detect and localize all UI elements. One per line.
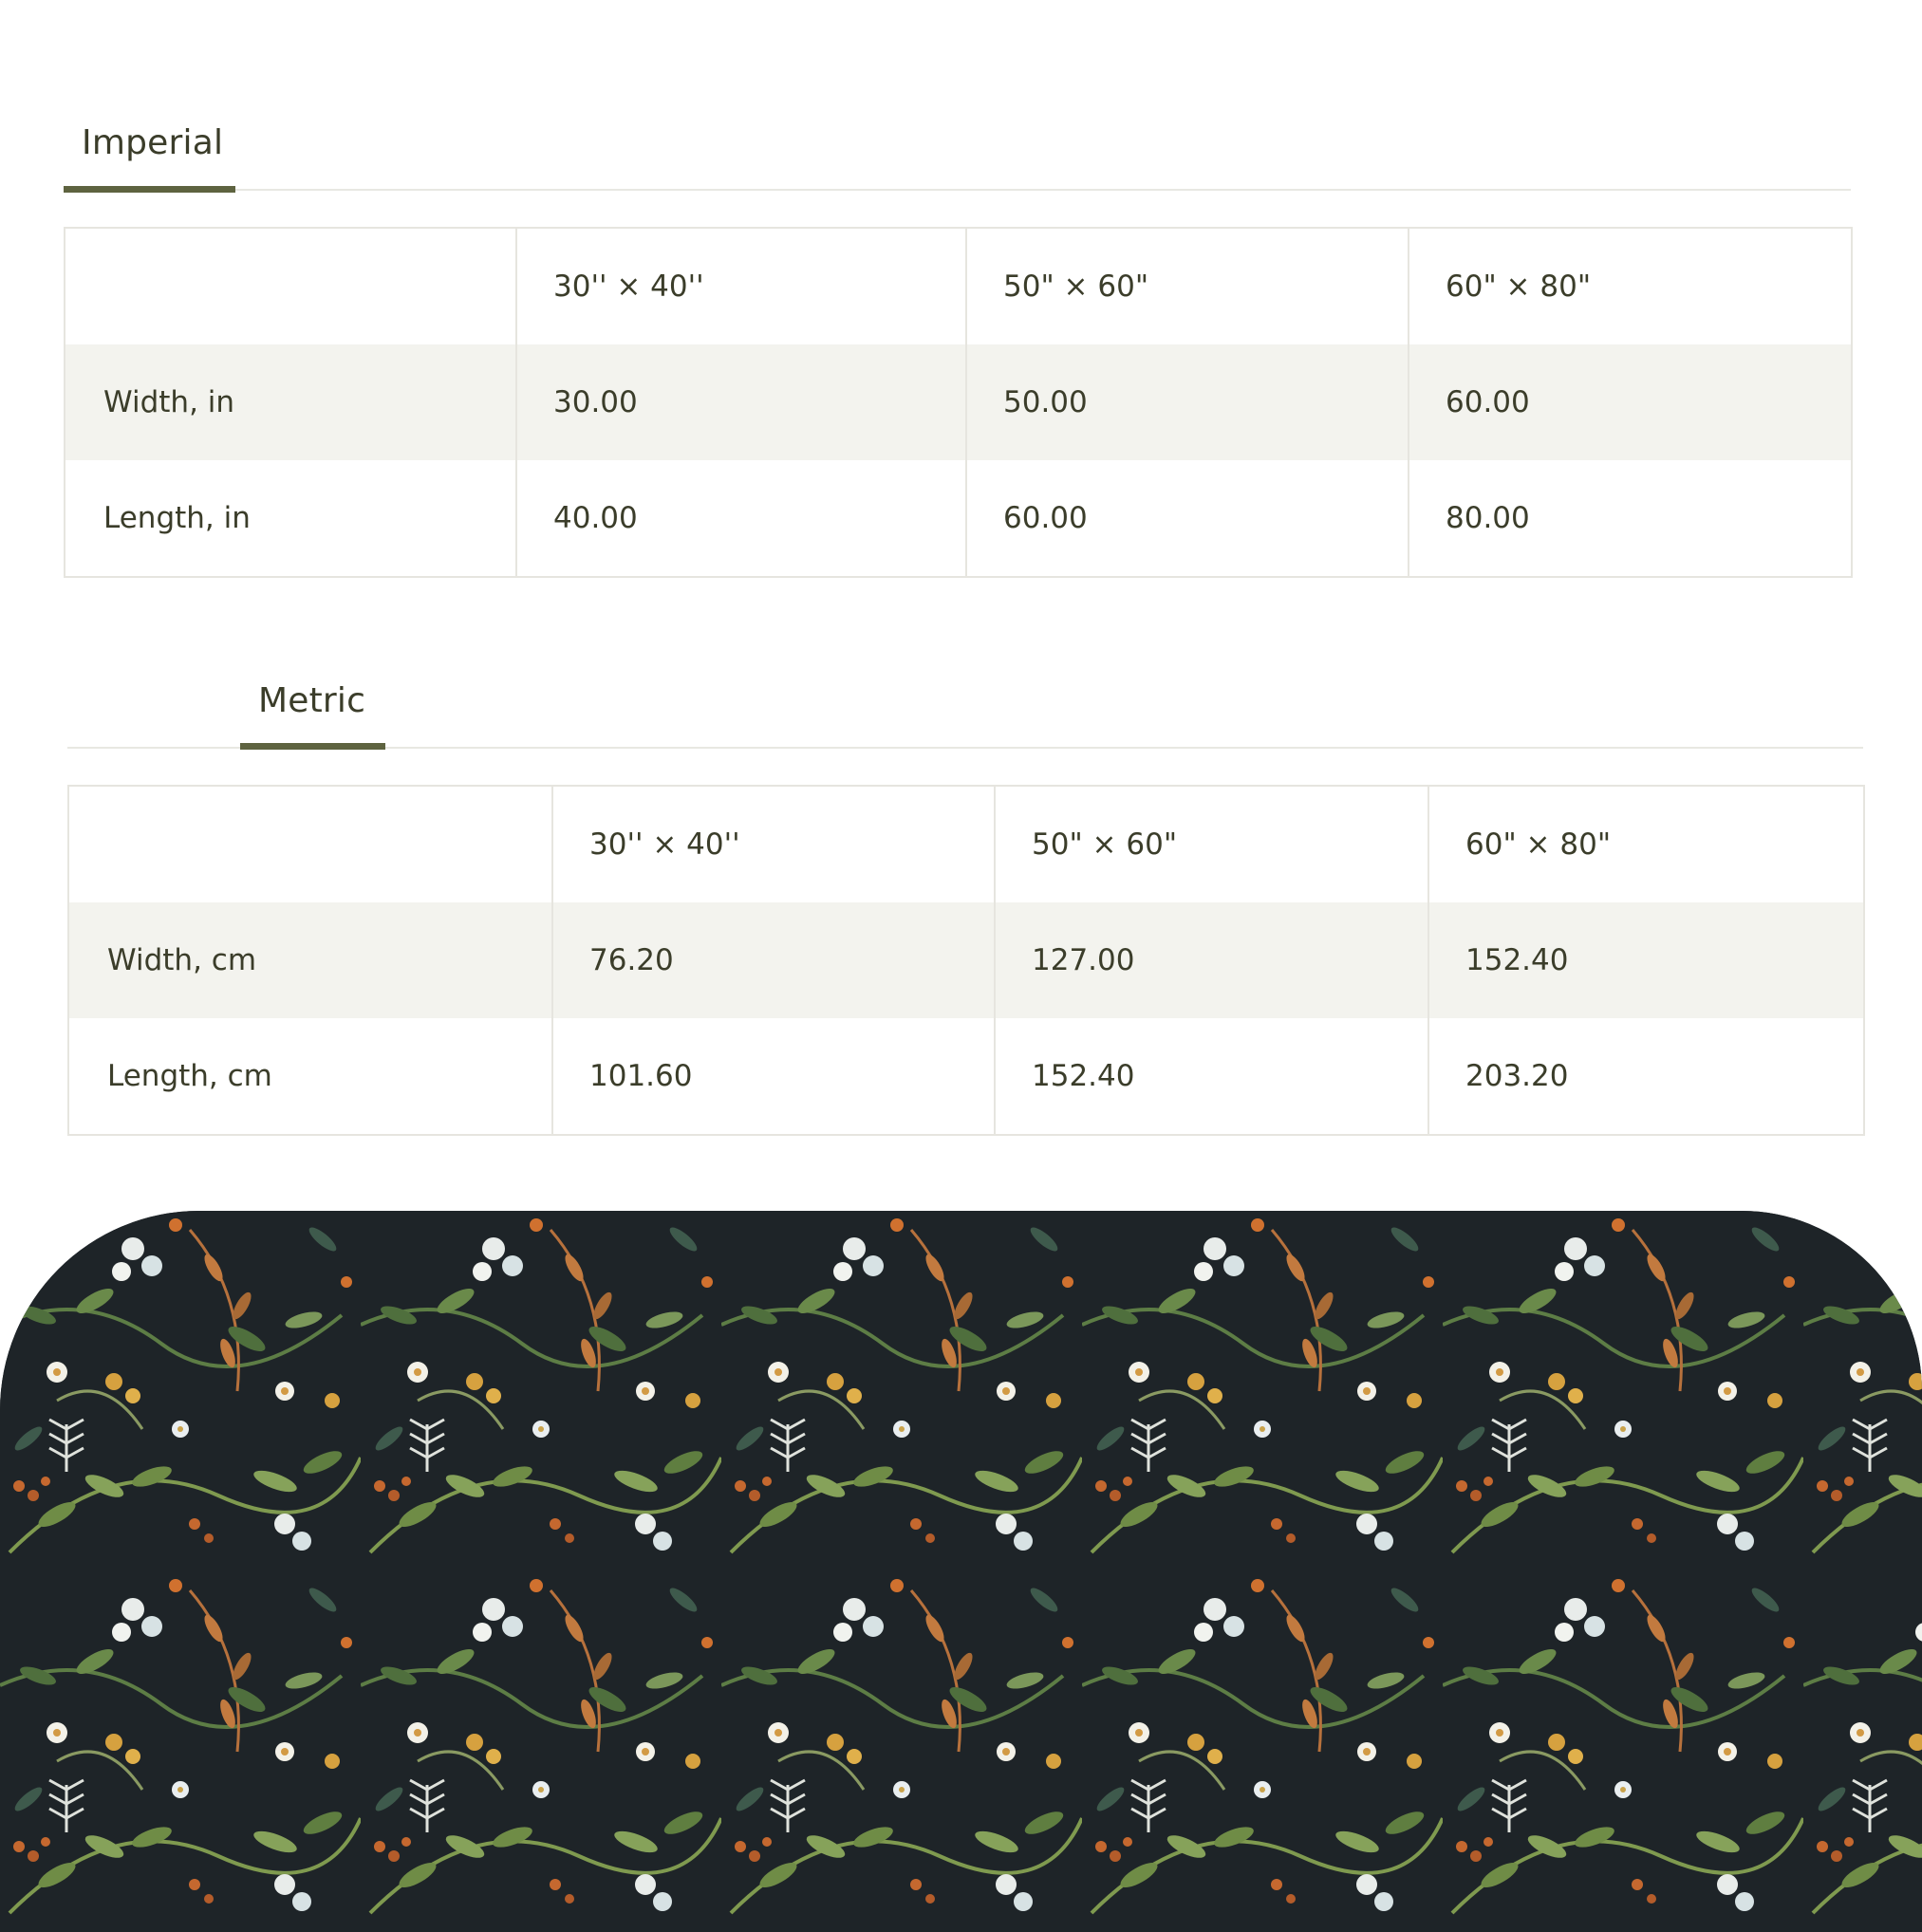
table-cell: 76.20 [552,902,995,1018]
imperial-size-table [64,227,1853,578]
table-cell: 50.00 [966,344,1409,460]
table-cell: 60.00 [966,460,1409,577]
tab-imperial[interactable]: Imperial [82,123,224,162]
product-pattern-image [0,1211,1922,1932]
table-header-cell [68,786,552,902]
table-header-cell: 50" × 60" [966,228,1409,344]
row-label: Length, cm [107,1059,272,1093]
table-cell: 152.40 [995,1018,1428,1135]
row-label: Width, cm [68,902,552,1018]
table-header-cell: 30'' × 40'' [552,786,995,902]
imperial-tab-rule [64,189,1851,191]
table-cell: 203.20 [1428,1018,1864,1135]
table-row [65,344,1852,460]
imperial-tab-underline [64,186,235,193]
row-label: Width, in [65,344,516,460]
table-header-cell: 50" × 60" [995,786,1428,902]
pattern-fill [0,1211,1922,1932]
tab-metric[interactable]: Metric [258,681,366,720]
table-cell: 30.00 [516,344,966,460]
table-row [68,902,1864,1018]
table-row [68,1018,1864,1135]
table-cell: 60.00 [1409,344,1852,460]
table-header-row [65,228,1852,344]
row-label: Length, in [103,501,251,535]
table-header-cell: 30'' × 40'' [516,228,966,344]
table-cell: 40.00 [516,460,966,577]
table-header-cell [65,228,516,344]
table-cell: 127.00 [995,902,1428,1018]
table-cell: 80.00 [1409,460,1852,577]
table-header-cell: 60" × 80" [1409,228,1852,344]
table-cell: 101.60 [552,1018,995,1135]
table-header-row [68,786,1864,902]
metric-size-table [67,785,1865,1136]
table-cell: 152.40 [1428,902,1864,1018]
table-header-cell: 60" × 80" [1428,786,1864,902]
table-row [65,460,1852,577]
metric-tab-underline [240,743,385,750]
